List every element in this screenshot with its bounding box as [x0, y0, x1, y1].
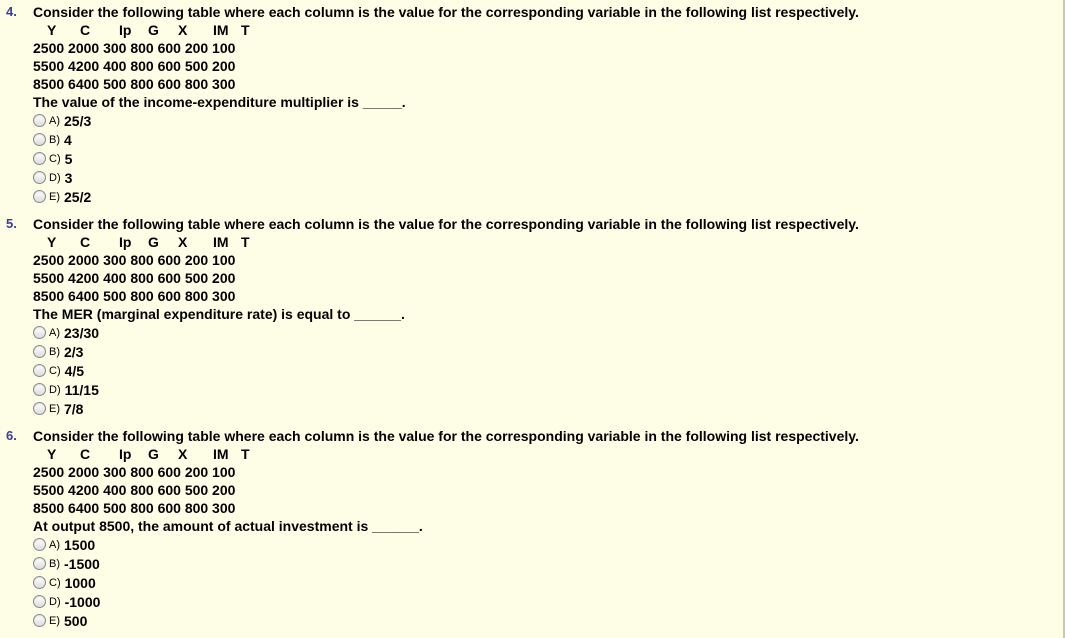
table-header-row: [33, 445, 1053, 463]
radio-button[interactable]: [33, 402, 46, 415]
option-letter: A): [49, 114, 60, 127]
col-header-t: T: [241, 234, 250, 250]
option-text: 4: [64, 131, 72, 148]
option-b[interactable]: [33, 342, 1053, 361]
option-d[interactable]: [33, 380, 1053, 399]
question-number: 4.: [6, 4, 17, 19]
col-header-x: X: [178, 446, 188, 462]
option-text: 11/15: [64, 381, 99, 398]
table-row: 2500 2000 300 800 600 200 100: [33, 464, 236, 480]
option-c[interactable]: [33, 149, 1053, 168]
radio-button[interactable]: [33, 114, 46, 127]
col-header-t: T: [241, 446, 250, 462]
col-header-y: Y: [47, 446, 57, 462]
radio-button[interactable]: [33, 383, 46, 396]
question-body: [33, 427, 1053, 630]
option-letter: B): [49, 345, 60, 358]
radio-button[interactable]: [33, 190, 46, 203]
option-b[interactable]: [33, 130, 1053, 149]
option-text: -1000: [64, 593, 101, 610]
option-text: 23/30: [64, 324, 100, 341]
option-letter: A): [49, 326, 60, 339]
option-d[interactable]: [33, 592, 1053, 611]
radio-button[interactable]: [33, 171, 46, 184]
option-letter: C): [49, 576, 61, 589]
table-row: 8500 6400 500 800 600 800 300: [33, 76, 236, 92]
col-header-x: X: [178, 22, 188, 38]
col-header-g: G: [148, 446, 159, 462]
option-a[interactable]: [33, 111, 1053, 130]
option-letter: E): [49, 402, 60, 415]
col-header-ip: Ip: [119, 234, 132, 250]
option-a[interactable]: [33, 323, 1053, 342]
table-header-row: [33, 21, 1053, 39]
question-number: 5.: [6, 216, 17, 231]
radio-button[interactable]: [33, 345, 46, 358]
table-row: 2500 2000 300 800 600 200 100: [33, 40, 236, 56]
option-letter: B): [49, 133, 60, 146]
col-header-y: Y: [47, 234, 57, 250]
question-number: 6.: [6, 428, 17, 443]
option-letter: D): [49, 171, 61, 184]
table-row: 8500 6400 500 800 600 800 300: [33, 500, 236, 516]
radio-button[interactable]: [33, 557, 46, 570]
option-text: 5: [64, 150, 73, 167]
table-header-row: [33, 233, 1053, 251]
radio-button[interactable]: [33, 326, 46, 339]
table-row: 5500 4200 400 800 600 500 200: [33, 58, 236, 74]
col-header-c: C: [80, 446, 91, 462]
option-text: -1500: [64, 555, 100, 572]
question-stem: Consider the following table where each column is the value for the corresponding variable in the following list respectively.: [33, 216, 859, 232]
col-header-t: T: [241, 22, 250, 38]
col-header-y: Y: [47, 22, 57, 38]
col-header-g: G: [148, 22, 159, 38]
option-text: 7/8: [64, 400, 84, 417]
option-letter: C): [49, 364, 61, 377]
option-letter: B): [49, 557, 60, 570]
option-a[interactable]: [33, 535, 1053, 554]
option-letter: D): [49, 595, 61, 608]
option-text: 2/3: [64, 343, 84, 360]
question-prompt: At output 8500, the amount of actual investment is ______.: [33, 518, 423, 534]
question-stem: Consider the following table where each column is the value for the corresponding variable in the following list respectively.: [33, 428, 859, 444]
option-d[interactable]: [33, 168, 1053, 187]
table-row: 5500 4200 400 800 600 500 200: [33, 270, 236, 286]
option-letter: E): [49, 614, 60, 627]
radio-button[interactable]: [33, 152, 46, 165]
option-letter: D): [49, 383, 61, 396]
radio-button[interactable]: [33, 364, 46, 377]
col-header-ip: Ip: [119, 446, 132, 462]
option-text: 25/3: [64, 112, 92, 129]
option-text: 1000: [64, 574, 96, 591]
col-header-c: C: [80, 22, 91, 38]
option-text: 25/2: [64, 188, 92, 205]
option-text: 1500: [64, 536, 96, 553]
option-letter: E): [49, 190, 60, 203]
question-body: [33, 3, 1053, 206]
col-header-x: X: [178, 234, 188, 250]
col-header-c: C: [80, 234, 91, 250]
option-text: 4/5: [64, 362, 85, 379]
option-c[interactable]: [33, 361, 1053, 380]
col-header-im: IM: [213, 234, 229, 250]
radio-button[interactable]: [33, 614, 46, 627]
radio-button[interactable]: [33, 595, 46, 608]
radio-button[interactable]: [33, 576, 46, 589]
option-text: 500: [64, 612, 88, 629]
table-row: 2500 2000 300 800 600 200 100: [33, 252, 236, 268]
question-body: [33, 215, 1053, 418]
option-e[interactable]: [33, 399, 1053, 418]
option-e[interactable]: [33, 187, 1053, 206]
option-c[interactable]: [33, 573, 1053, 592]
table-row: 5500 4200 400 800 600 500 200: [33, 482, 236, 498]
radio-button[interactable]: [33, 538, 46, 551]
col-header-g: G: [148, 234, 159, 250]
col-header-im: IM: [213, 446, 229, 462]
option-b[interactable]: [33, 554, 1053, 573]
question-prompt: The value of the income-expenditure multiplier is _____.: [33, 94, 406, 110]
question-stem: Consider the following table where each column is the value for the corresponding variable in the following list respectively.: [33, 4, 859, 20]
option-e[interactable]: [33, 611, 1053, 630]
option-letter: C): [49, 152, 61, 165]
table-row: 8500 6400 500 800 600 800 300: [33, 288, 236, 304]
col-header-im: IM: [213, 22, 229, 38]
option-letter: A): [49, 538, 60, 551]
option-text: 3: [64, 169, 73, 186]
question-prompt: The MER (marginal expenditure rate) is equal to ______.: [33, 306, 405, 322]
col-header-ip: Ip: [119, 22, 132, 38]
radio-button[interactable]: [33, 133, 46, 146]
